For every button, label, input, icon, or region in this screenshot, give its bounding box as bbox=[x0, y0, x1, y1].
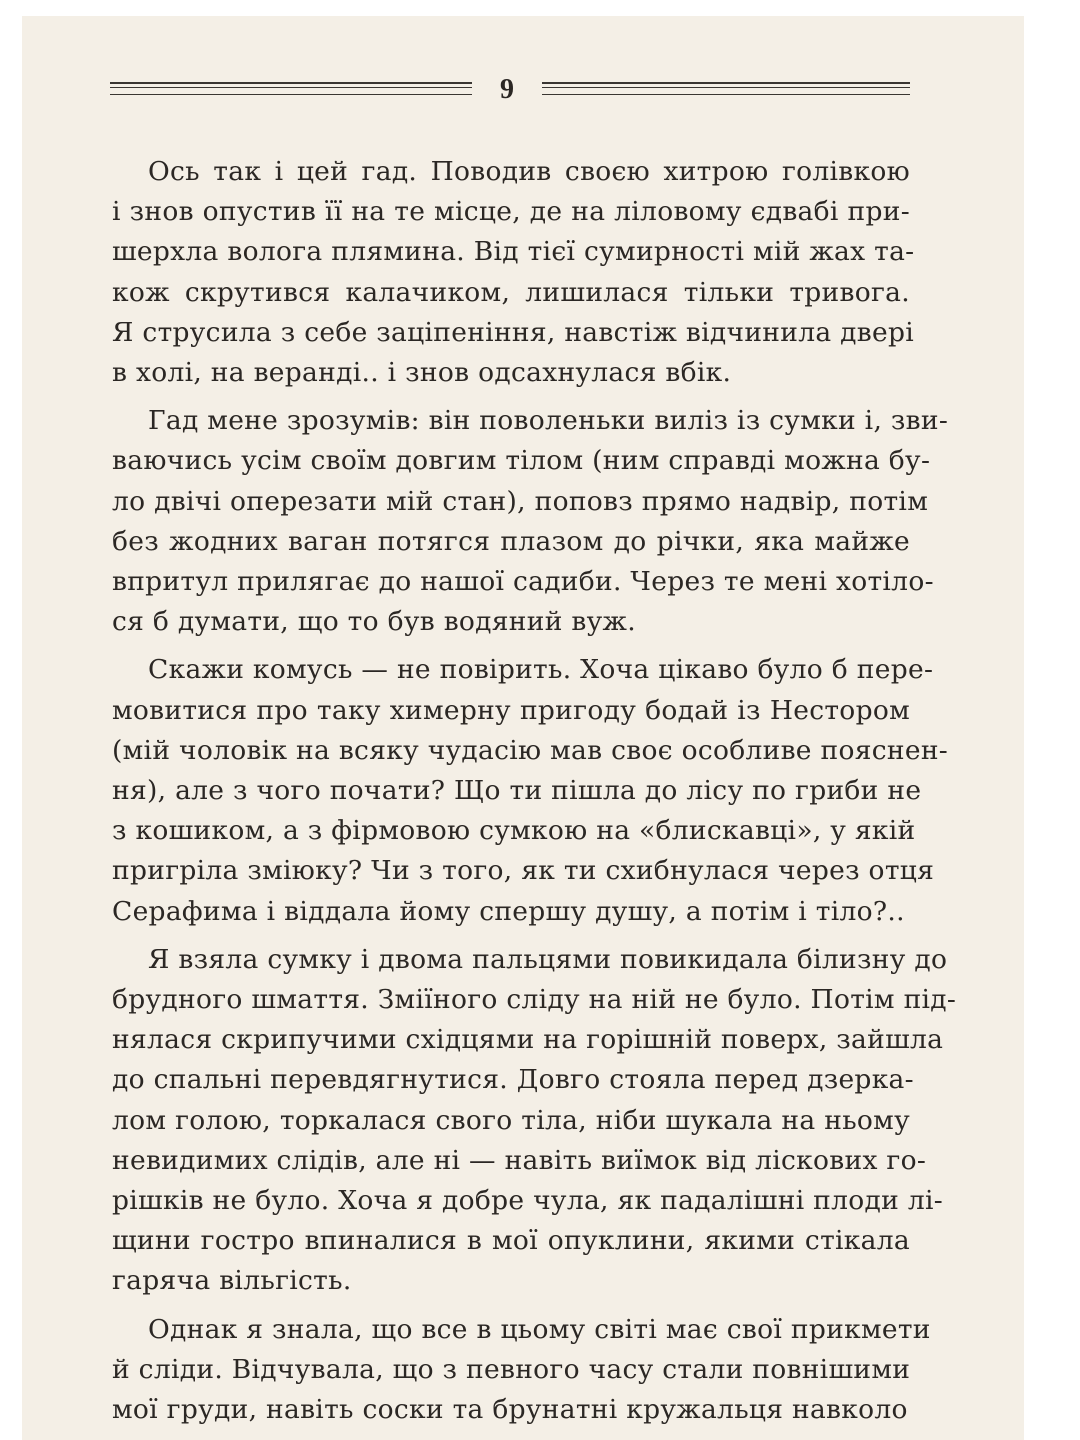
text-line: і знов опустив її на те місце, де на ліловому єдвабі при- bbox=[112, 196, 910, 228]
text-line: Гад мене зрозумів: він поволеньки виліз із сумки і, зви- bbox=[148, 405, 949, 437]
header-rule-left bbox=[110, 82, 472, 95]
header-rule-right bbox=[542, 82, 910, 95]
paragraph bbox=[112, 940, 957, 1302]
text-line: Ось так і цей гад. Поводив своєю хитрою голівкою bbox=[148, 156, 910, 187]
text-line: невидимих слідів, але ні — навіть виїмок від ліскових го- bbox=[112, 1144, 927, 1176]
page-number: 9 bbox=[500, 74, 514, 105]
text-line: гаряча вільгість. bbox=[112, 1265, 352, 1297]
text-line: Серафима і віддала йому спершу душу, а потім і тіло?.. bbox=[112, 895, 905, 927]
paragraph bbox=[112, 1310, 931, 1431]
paragraph bbox=[112, 650, 949, 931]
text-line: ся б думати, що то був водяний вуж. bbox=[112, 606, 636, 638]
text-line: впритул прилягає до нашої садиби. Через те мені хотіло- bbox=[112, 566, 934, 598]
text-line: брудного шмаття. Зміїного сліду на ній не було. Потім під- bbox=[112, 984, 957, 1016]
paragraph bbox=[112, 152, 915, 393]
text-line: кож скрутився калачиком, лишилася тільки тривога. bbox=[112, 276, 910, 308]
text-line: Я взяла сумку і двома пальцями повикидала білизну до bbox=[148, 943, 948, 975]
running-header bbox=[110, 70, 910, 110]
text-line: (мій чоловік на всяку чудасію мав своє особливе пояснен- bbox=[112, 734, 949, 766]
text-line: ня), але з чого почати? Що ти пішла до лісу по гриби не bbox=[112, 775, 922, 807]
text-line: без жодних ваган потягся плазом до річки, яка майже bbox=[112, 525, 910, 557]
text-line: ваючись усім своїм довгим тілом (ним справді можна бу- bbox=[112, 445, 931, 477]
text-line: шерхла волога плямина. Від тієї сумирності мій жах та- bbox=[112, 236, 915, 268]
body-text bbox=[112, 152, 957, 1438]
text-line: пригріла зміюку? Чи з того, як ти схибнулася через отця bbox=[112, 855, 935, 887]
book-page bbox=[22, 16, 1024, 1440]
text-line: й сліди. Відчувала, що з певного часу стали повнішими bbox=[112, 1353, 911, 1385]
text-line: в холі, на веранді.. і знов одсахнулася вбік. bbox=[112, 357, 732, 389]
text-line: лом голою, торкалася свого тіла, ніби шукала на ньому bbox=[112, 1104, 910, 1136]
text-line: Однак я знала, що все в цьому світі має свої прикмети bbox=[148, 1313, 931, 1345]
paragraph bbox=[112, 401, 949, 642]
text-line: Скажи комусь — не повірить. Хоча цікаво було б пере- bbox=[148, 654, 934, 686]
text-line: з кошиком, а з фірмовою сумкою на «блискавці», у якій bbox=[112, 815, 916, 847]
text-line: нялася скрипучими східцями на горішній поверх, зайшла bbox=[112, 1024, 944, 1056]
text-line: мої груди, навіть соски та брунатні кружальця навколо bbox=[112, 1394, 908, 1426]
text-line: Я струсила з себе заціпеніння, навстіж відчинила двері bbox=[112, 316, 915, 348]
text-line: рішків не було. Хоча я добре чула, як падалішні плоди лі- bbox=[112, 1185, 944, 1217]
text-line: мовитися про таку химерну пригоду бодай із Нестором bbox=[112, 694, 910, 726]
text-line: до спальні перевдягнутися. Довго стояла перед дзеркa- bbox=[112, 1064, 914, 1096]
text-line: щини гостро впиналися в мої опуклини, якими стікала bbox=[112, 1225, 910, 1257]
text-line: ло двічі оперезати мій стан), поповз прямо надвір, потім bbox=[112, 485, 929, 517]
